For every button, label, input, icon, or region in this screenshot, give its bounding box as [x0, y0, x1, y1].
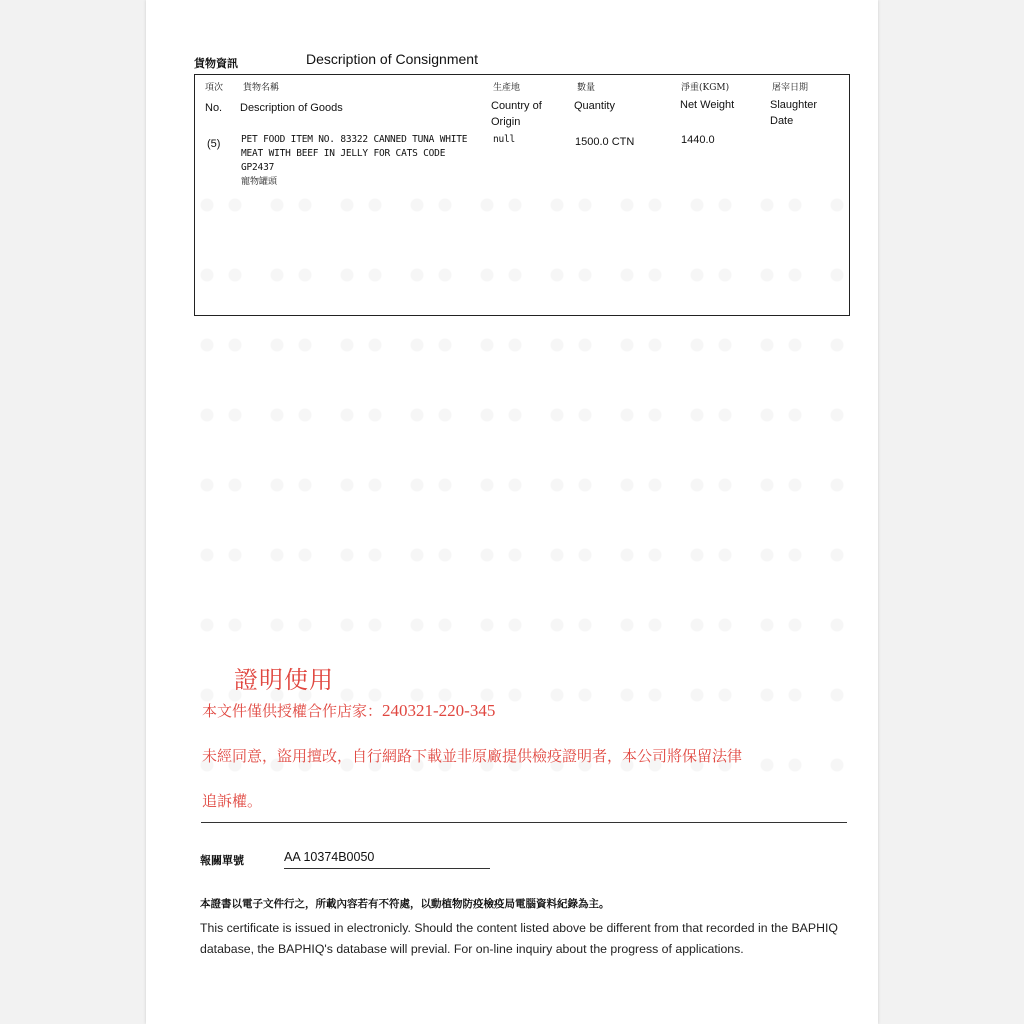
stamp-line-1-text: 本文件僅供授權合作店家： [202, 703, 383, 720]
row-net-weight: 1440.0 [681, 134, 715, 146]
description-line: MEAT WITH BEEF IN JELLY FOR CATS CODE [241, 148, 446, 159]
stamp-line-2: 未經同意，盜用擅改，自行網路下載並非原廠提供檢疫證明者，本公司將保留法律 [202, 748, 743, 765]
col-date-cn: 屠宰日期 [772, 83, 809, 93]
col-qty-en: Quantity [574, 100, 615, 112]
stamp-line-1 [202, 700, 495, 721]
declaration-number: AA 10374B0050 [284, 850, 490, 869]
row-quantity: 1500.0 CTN [575, 136, 635, 148]
stamp-title: 證明使用 [234, 667, 334, 694]
notice-en: This certificate is issued in electronicly. Should the content listed above be different from that recorded in the BAPHIQ database, the BAPHIQ's database will previal. For on-line inquiry about the progress of applications. [200, 921, 838, 956]
row-description [241, 133, 491, 189]
notice-cn: 本證書以電子文件行之，所載內容若有不符處，以動植物防疫檢疫局電腦資料紀錄為主。 [200, 898, 610, 910]
col-weight-en: Net Weight [680, 99, 735, 111]
row-origin: null [493, 134, 516, 145]
col-date-en: Slaughter Date [770, 99, 818, 127]
row-no: (5) [207, 138, 221, 150]
col-weight-cn: 淨重(KGM) [681, 83, 730, 93]
col-origin-cn: 生產地 [493, 83, 521, 93]
col-no-cn: 項次 [205, 83, 224, 93]
col-no-en: No. [205, 102, 223, 114]
description-line: PET FOOD ITEM NO. 83322 CANNED TUNA WHITE [241, 134, 468, 145]
declaration-label: 報關單號 [200, 854, 244, 867]
stamp-line-3: 追訴權。 [202, 793, 263, 810]
description-line: GP2437 [241, 162, 275, 173]
certificate-page [146, 0, 878, 1024]
description-line-cn: 寵物罐頭 [241, 177, 278, 187]
col-desc-en: Description of Goods [240, 102, 343, 114]
col-origin-en: Country of Origin [491, 100, 542, 128]
divider [201, 822, 847, 823]
section-title-en: Description of Consignment [306, 51, 478, 67]
col-qty-cn: 數量 [577, 83, 596, 93]
section-title-cn: 貨物資訊 [194, 57, 238, 70]
col-desc-cn: 貨物名稱 [243, 83, 280, 93]
goods-table [194, 74, 850, 316]
stamp-store-number: 240321-220-345 [382, 701, 496, 720]
